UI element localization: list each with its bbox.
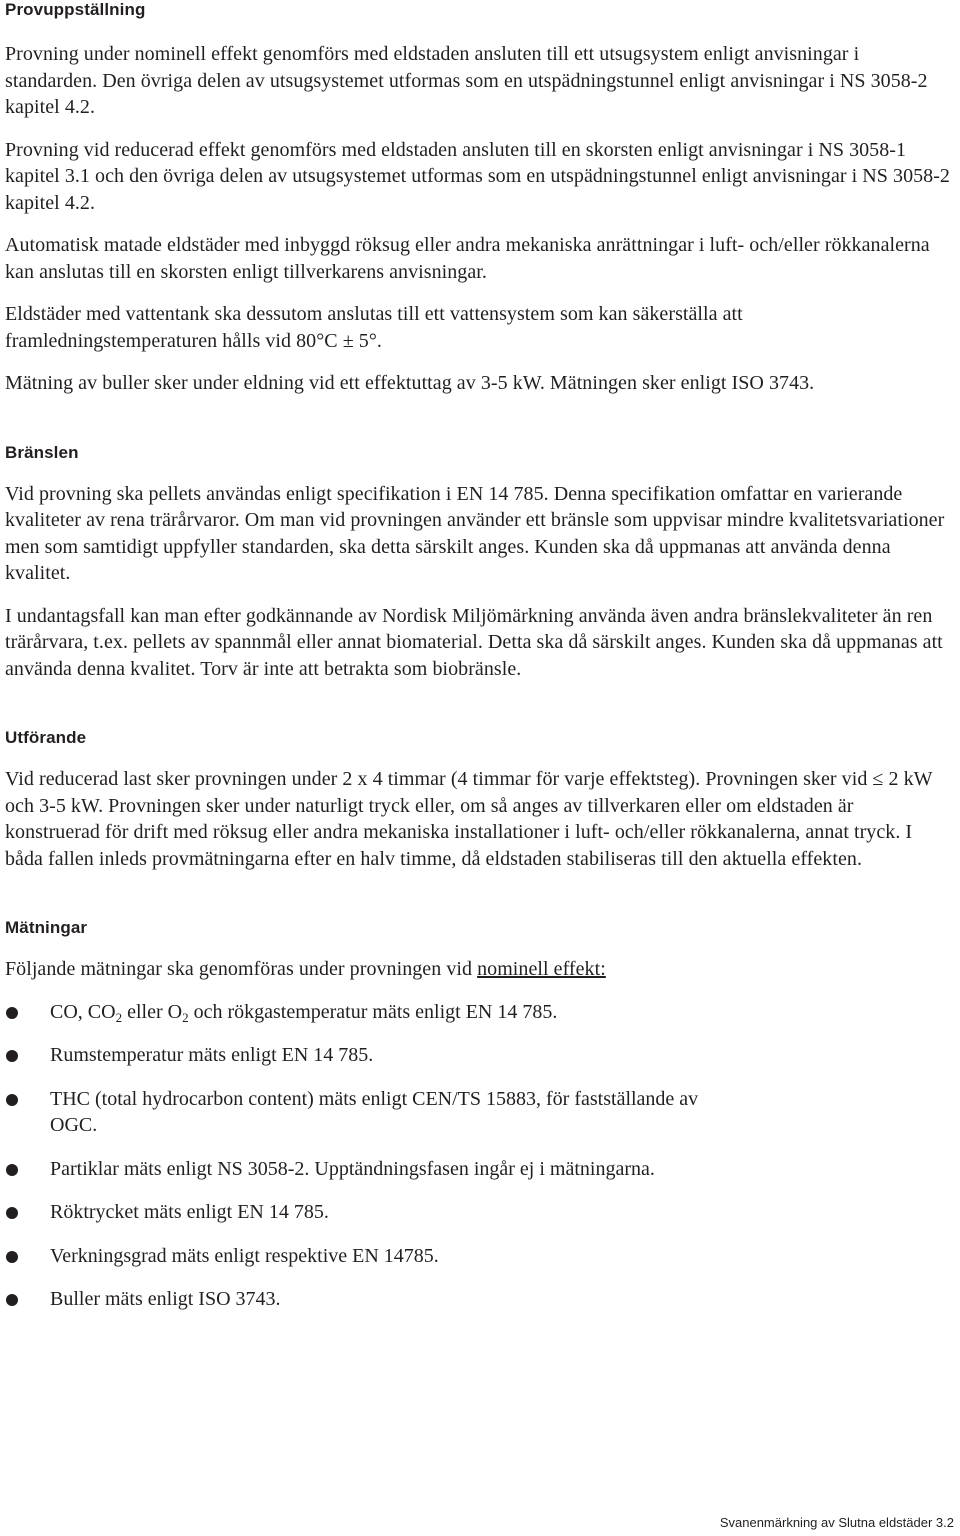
list-item xyxy=(5,1042,950,1069)
list-item xyxy=(5,1156,950,1183)
paragraph: I undantagsfall kan man efter godkännande av Nordisk Miljömärkning använda även andra bränslekvaliteter än ren trärårvara, t.ex. pellets av spannmål eller annat biomaterial. Detta ska då särskilt anges. Kunden ska då uppmanas att använda denna kvalitet. Torv är inte att betrakta som biobränsle. xyxy=(5,604,943,680)
bullet-dot-icon xyxy=(6,1207,18,1219)
paragraph: Provning vid reducerad effekt genomförs med eldstaden ansluten till en skorsten enligt anvisningar i NS 3058-1 kapitel 3.1 och den övriga delen av utsugsystemet utformas som en utspädningstunnel enligt anvisningar i NS 3058-2 kapitel 4.2. xyxy=(5,138,950,214)
measurements-intro xyxy=(5,956,950,983)
subscript: 2 xyxy=(115,1009,123,1025)
paragraph: Vid provning ska pellets användas enligt specifikation i EN 14 785. Denna specifikation omfattar en varierande kvaliteter av rena trärårvaror. Om man vid provningen använder ett bränsle som uppvisar mindre kvalitetsvariationer men som samtidigt uppfyller standarden, ska detta särskilt anges. Kunden ska då uppmanas att använda denna kvalitet. xyxy=(5,482,945,584)
document-page xyxy=(5,0,950,1330)
section-heading-utforande: Utförande xyxy=(5,728,87,747)
bullet-dot-icon xyxy=(6,1294,18,1306)
intro-underlined-term: nominell effekt: xyxy=(477,958,606,980)
list-item-text: Rumstemperatur mäts enligt EN 14 785. xyxy=(50,1044,374,1066)
list-item xyxy=(5,999,950,1026)
list-item xyxy=(5,1199,950,1226)
list-item-text: och rökgastemperatur mäts enligt EN 14 785. xyxy=(188,1000,558,1023)
paragraph: Automatisk matade eldstäder med inbyggd röksug eller andra mekaniska anrättningar i luft- och/eller rökkanalerna kan anslutas till en skorsten enligt tillverkarens anvisningar. xyxy=(5,234,930,283)
intro-text: Följande mätningar ska genomföras under provningen vid xyxy=(5,958,478,980)
bullet-dot-icon xyxy=(6,1050,18,1062)
list-item xyxy=(5,1243,950,1270)
list-item-text: Verkningsgrad mäts enligt respektive EN 14785. xyxy=(50,1244,439,1267)
list-item-text: CO, CO xyxy=(50,1000,116,1023)
bullet-dot-icon xyxy=(6,1251,18,1263)
bullet-dot-icon xyxy=(6,1094,18,1106)
list-item xyxy=(5,1086,740,1139)
bullet-dot-icon xyxy=(6,1007,18,1019)
section-heading-branslen: Bränslen xyxy=(5,442,79,462)
bullet-dot-icon xyxy=(6,1164,18,1176)
list-item-text: Partiklar mäts enligt NS 3058-2. Upptändningsfasen ingår ej i mätningarna. xyxy=(50,1157,655,1180)
paragraph: Mätning av buller sker under eldning vid ett effektuttag av 3-5 kW. Mätningen sker enligt ISO 3743. xyxy=(5,372,815,394)
page-footer: Svanenmärkning av Slutna eldstäder 3.2 xyxy=(719,1515,954,1530)
section-heading-matningar: Mätningar xyxy=(5,918,88,937)
measurement-list xyxy=(5,999,950,1313)
list-item-text: THC (total hydrocarbon content) mäts enligt CEN/TS 15883, för fastställande av OGC. xyxy=(50,1087,699,1136)
list-item-text: eller O xyxy=(122,1000,183,1023)
section-heading-provuppstallning: Provuppställning xyxy=(5,0,146,19)
list-item xyxy=(5,1286,950,1313)
list-item-text: Röktrycket mäts enligt EN 14 785. xyxy=(50,1201,329,1223)
list-item-text: Buller mäts enligt ISO 3743. xyxy=(50,1288,281,1310)
subscript: 2 xyxy=(182,1009,189,1025)
paragraph: Eldstäder med vattentank ska dessutom anslutas till ett vattensystem som kan säkerställa att framledningstemperaturen hålls vid 80°C ± 5°. xyxy=(5,303,743,352)
paragraph: Vid reducerad last sker provningen under 2 x 4 timmar (4 timmar för varje effektsteg). Provningen sker vid ≤ 2 kW och 3-5 kW. Provningen sker under naturligt tryck eller, om så anges av tillverkaren eller om eldstaden är konstruerad för drift med röksug eller andra mekaniska installationer i luft- och/eller rökkanalerna, annat tryck. I båda fallen inleds provmätningarna efter en halv timme, då eldstaden stabiliseras till den aktuella effekten. xyxy=(5,768,933,870)
paragraph: Provning under nominell effekt genomförs med eldstaden ansluten till ett utsugsystem enligt anvisningar i standarden. Den övriga delen av utsugsystemet utformas som en utspädningstunnel enligt anvisningar i NS 3058-2 kapitel 4.2. xyxy=(5,43,928,118)
